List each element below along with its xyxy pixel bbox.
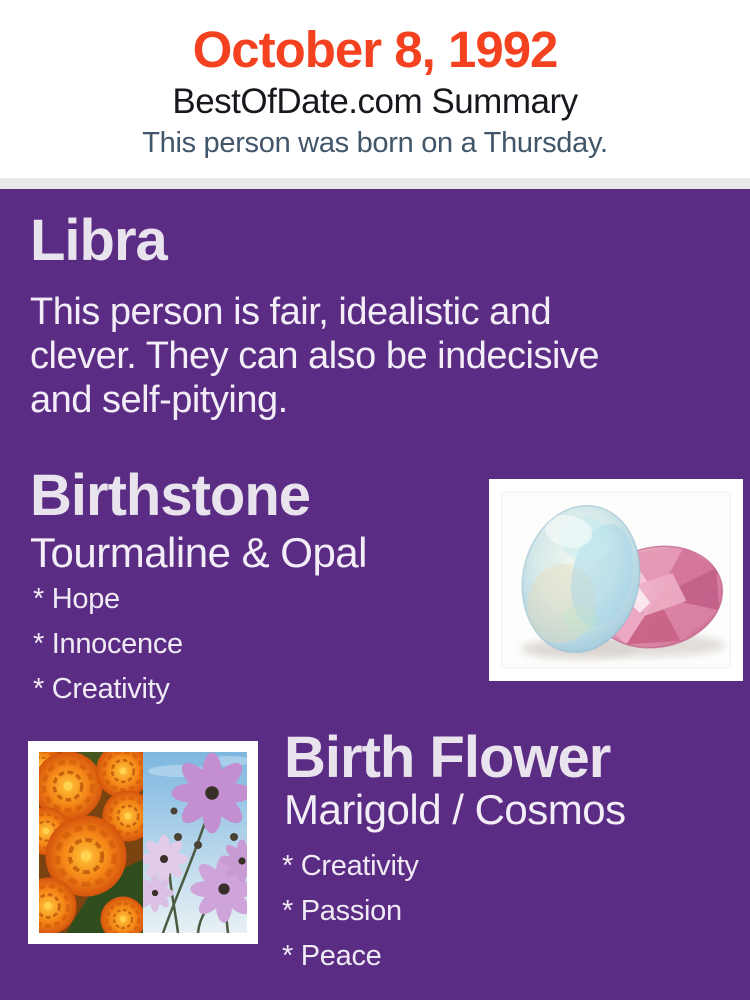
birthstone-photo-frame [489,479,743,681]
birthstone-trait: * Innocence [33,628,183,660]
birth-flower-photo-frame [28,741,258,944]
birth-flower-trait: * Creativity [282,850,419,882]
cosmos-photo-half [136,752,258,933]
birthstone-trait: * Hope [33,583,120,615]
marigold-cosmos-photo [28,741,258,944]
header-divider [0,178,750,189]
zodiac-sign-title: Libra [30,208,167,273]
birth-flower-names: Marigold / Cosmos [284,786,626,833]
birth-flower-trait-list [282,852,419,987]
birth-flower-trait: * Passion [282,895,402,927]
birthstone-names: Tourmaline & Opal [30,529,367,576]
birth-date-title: October 8, 1992 [192,21,558,78]
weekday-note: This person was born on a Thursday. [142,127,608,159]
header [0,0,750,178]
birthstone-trait: * Creativity [33,673,170,705]
marigold-photo-half [28,744,153,942]
birth-flower-trait: * Peace [282,940,382,972]
birthstone-title: Birthstone [30,463,310,528]
birth-flower-title: Birth Flower [284,725,611,790]
site-summary-subtitle: BestOfDate.com Summary [172,82,578,121]
birthstone-trait-list [33,585,183,720]
summary-panel [0,189,750,1000]
opal-tourmaline-photo [489,479,743,681]
zodiac-description: This person is fair, idealistic and clever. They can also be indecisive and self-pitying. [30,291,600,421]
